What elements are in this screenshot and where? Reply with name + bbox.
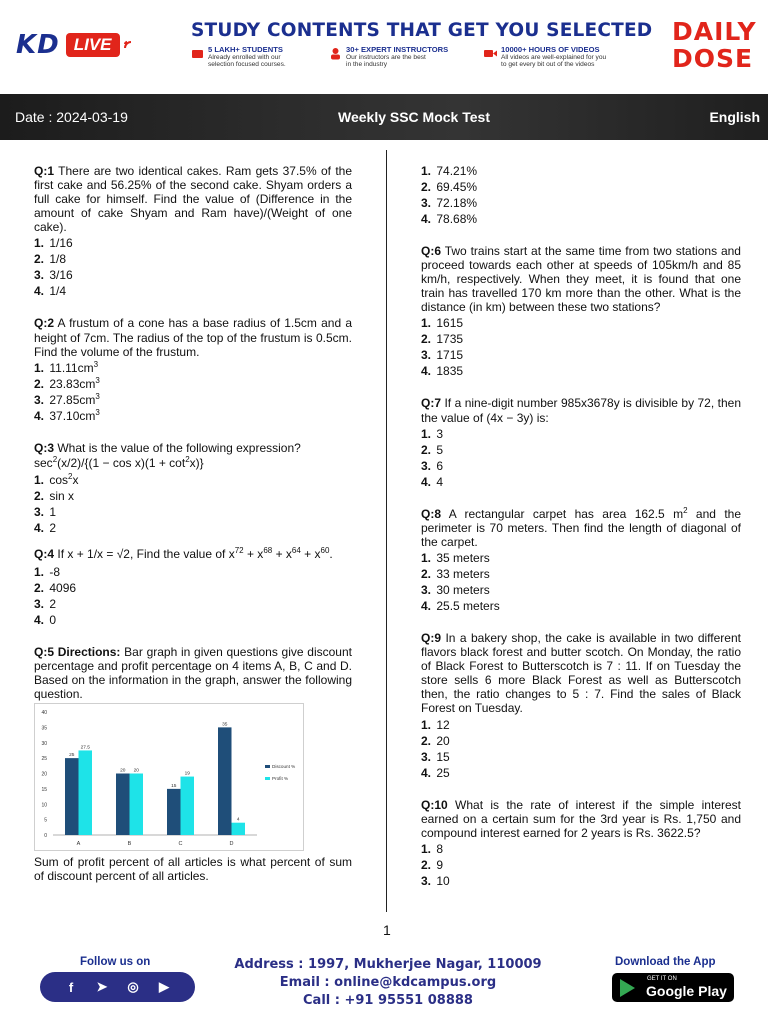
option[interactable]: 4. 78.68% [421, 212, 478, 226]
brand-line-2: DOSE [672, 44, 754, 73]
question-7 [421, 396, 741, 489]
bar-B-profit [130, 774, 144, 836]
option[interactable]: 4. 1835 [421, 364, 464, 379]
option[interactable]: 4. 25 [421, 765, 450, 780]
feature-instructors [329, 45, 448, 69]
option[interactable]: 4. 1/4 [34, 284, 67, 299]
bar-A-discount [65, 758, 79, 835]
data-label: 25 [69, 753, 75, 759]
social-links [40, 972, 195, 1002]
question-8: Q:8 A rectangular carpet has area 162.5 $m^2$ and the perimeter is 70 meters. Then find the length of diagonal of the carpet. 1. 35 meters 2. 33 meters 3. 30 meters 4. 25.5 meters [421, 505, 742, 613]
page-number: 1 [383, 922, 391, 938]
feature-title: 5 LAKH+ STUDENTS [208, 45, 283, 54]
option[interactable]: 3. 1715 [421, 348, 464, 363]
directions-label: Directions: [57, 644, 121, 659]
question-text: What is the value of the following expression? [57, 440, 301, 455]
question-1 [34, 164, 352, 299]
question-number: Q:1 [34, 164, 55, 178]
option[interactable]: 2. 9 [421, 857, 444, 872]
instructor-icon [329, 47, 342, 60]
bar-chart [34, 703, 304, 851]
option[interactable]: 1. $11.11cm^3$ [34, 359, 99, 375]
bar-C-profit [181, 777, 195, 835]
option[interactable]: 1. 12 [421, 717, 450, 732]
telegram-icon[interactable]: ➤ [96, 979, 108, 994]
bar-D-profit [232, 823, 246, 835]
option[interactable]: 3. 10 [421, 873, 450, 888]
option[interactable]: 3. 1 [34, 504, 57, 519]
category-label: C [178, 841, 183, 848]
question-text: Bar graph in given questions give discount percentage and profit percentage on 4 items A, B, C and D. Based on the information in the graph, answer the following question. [34, 644, 352, 702]
left-column [34, 164, 352, 883]
y-tick-label: 5 [44, 817, 47, 824]
option[interactable]: 4. 2 [34, 520, 57, 535]
broadcast-icon [123, 38, 135, 52]
question-text: Two trains start at the same time from two stations and proceed towards each other at speeds of 105km/h and 85 km/h, respectively. When they meet, it is found that one train has travelled 170 km more than the other. What is the distance (in km) between these two stations? [421, 244, 741, 315]
legend-label: Profit % [272, 776, 289, 782]
option[interactable]: 2. 5 [421, 442, 444, 457]
play-store-icon [620, 979, 635, 997]
option[interactable]: 1. $\cos^2x$ [34, 471, 79, 487]
y-tick-label: 15 [41, 787, 47, 794]
option[interactable]: 2. 4096 [34, 580, 77, 595]
question-number: Q:8 [421, 506, 442, 521]
logo-live-badge: LIVE [66, 33, 120, 57]
google-play-button[interactable] [612, 973, 734, 1002]
date-bar [0, 94, 768, 140]
question-number: Q:7 [421, 396, 442, 411]
question-9 [421, 631, 741, 781]
category-label: A [76, 841, 81, 848]
question-3 [34, 441, 352, 536]
option[interactable]: 2. 33 meters [421, 566, 490, 581]
bar-C-discount [167, 789, 181, 835]
data-label: 20 [133, 768, 139, 774]
phone-link[interactable]: Call : +91 95551 08888 [303, 993, 473, 1008]
bar-A-profit [79, 751, 93, 836]
question-number: Q:9 [421, 630, 442, 645]
option[interactable]: 3. 15 [421, 749, 450, 764]
feature-sub: selection focused courses. [208, 61, 286, 69]
question-number: Q:4 [34, 546, 55, 561]
question-5-options [421, 163, 741, 227]
brand-line-1: DAILY [672, 17, 757, 46]
y-tick-label: 20 [41, 771, 47, 778]
y-tick-label: 25 [41, 756, 47, 763]
data-label: 19 [184, 771, 190, 777]
store-big-text: Google Play [646, 983, 727, 999]
option[interactable]: 1. 8 [421, 841, 444, 856]
question-6 [421, 244, 741, 379]
feature-title: 30+ EXPERT INSTRUCTORS [346, 45, 449, 54]
option[interactable]: 3. 72.18% [421, 196, 478, 210]
data-label: 20 [120, 768, 126, 774]
feature-title: 10000+ HOURS OF VIDEOS [501, 45, 600, 54]
store-small-text: GET IT ON [647, 976, 677, 982]
option[interactable]: 1. 35 meters [421, 550, 490, 565]
feature-videos [484, 45, 606, 69]
download-label: Download the App [615, 956, 716, 968]
question-number: Q:5 [34, 644, 55, 659]
question-text: In a bakery shop, the cake is available in two different flavors black forest and butter scotch. On Monday, the ratio of Black Forest to Butterscotch is 7 : 11. If on Tuesday the store sells 6 more Black Forest as well as Butterscotch then, the ratio changes to 5 : 7. Find the sales of Black Forest on Tuesday. [421, 630, 741, 716]
column-divider [386, 150, 387, 912]
option[interactable]: 1. 3 [421, 426, 444, 441]
option[interactable]: 1. 1/16 [34, 236, 73, 251]
bar-D-discount [218, 728, 232, 836]
question-number: Q:6 [421, 244, 442, 258]
y-tick-label: 35 [41, 725, 47, 732]
bar-chart-svg [35, 704, 305, 852]
question-text: There are two identical cakes. Ram gets 37.5% of the first cake and 56.25% of the second cake. Shyam orders a full cake for himself. Find the value of (Difference in the amount of cake Shyam and Ram have)/(Weight of one cake). [34, 164, 352, 235]
option[interactable]: 1. -8 [34, 564, 61, 579]
video-icon [484, 47, 497, 60]
feature-students [191, 45, 286, 69]
option[interactable]: 4. 25.5 meters [421, 598, 500, 613]
option[interactable]: 4. 0 [34, 612, 57, 627]
category-label: D [229, 841, 234, 848]
expression: $\sec^2(x/2)/\{(1 - \cos x)(1 + \cot^2x)\}$ [34, 454, 204, 470]
feature-sub: to get every bit out of the videos [501, 61, 595, 69]
contact-info [200, 956, 576, 1010]
question-number: Q:10 [421, 797, 448, 812]
data-label: 15 [171, 784, 177, 790]
legend-swatch [265, 765, 270, 768]
question-number: Q:2 [34, 316, 55, 331]
option[interactable]: 2. 69.45% [421, 180, 478, 194]
y-tick-label: 40 [41, 710, 47, 717]
legend-swatch [265, 777, 270, 780]
test-date: Date : 2024-03-19 [15, 109, 128, 125]
data-label: 4 [236, 817, 240, 823]
data-label: 27.5 [80, 745, 90, 751]
test-title: Weekly SSC Mock Test [338, 109, 490, 125]
option[interactable]: 3. 3/16 [34, 268, 73, 283]
question-text: Sum of profit percent of all articles is what percent of sum of discount percent of all articles. [34, 855, 352, 884]
category-label: B [127, 841, 132, 848]
feature-sub: Our instructors are the best [346, 54, 426, 61]
option[interactable]: 3. 6 [421, 458, 444, 473]
option[interactable]: 3. 2 [34, 596, 57, 611]
question-5 [34, 645, 352, 884]
y-tick-label: 0 [44, 833, 47, 840]
facebook-icon[interactable]: f [68, 979, 74, 995]
option[interactable]: 3. 30 meters [421, 582, 490, 597]
legend-label: Discount % [272, 764, 296, 770]
page-header [0, 0, 768, 92]
option[interactable]: 1. 74.21% [421, 164, 478, 178]
test-language: English [709, 109, 760, 125]
youtube-icon[interactable]: ▶ [159, 979, 169, 994]
question-text: If a nine-digit number 985x3678y is divisible by 72, then the value of (4x − 3y) is: [421, 396, 741, 425]
question-4: Q:4 If x + 1/x = √2, Find the value of $x^{72} + x^{68} + x^{64} + x^{60}$. 1. -8 2. 4096 3. 2 4. 0 [34, 545, 352, 628]
page-footer [0, 948, 768, 1024]
feature-sub: Already enrolled with our [208, 54, 281, 61]
option[interactable]: 3. $27.85cm^3$ [34, 391, 100, 407]
address-text: Address : 1997, Mukherjee Nagar, 110009 [234, 957, 542, 972]
question-number: Q:3 [34, 440, 55, 455]
option[interactable]: 4. $37.10cm^3$ [34, 407, 100, 423]
email-link[interactable]: Email : online@kdcampus.org [279, 975, 497, 990]
student-icon [191, 47, 204, 60]
feature-sub: in the industry [346, 61, 388, 69]
option[interactable]: 2. sin x [34, 488, 75, 503]
y-tick-label: 10 [41, 802, 47, 809]
data-label: 35 [222, 722, 228, 728]
headline: STUDY CONTENTS THAT GET YOU SELECTED [191, 20, 653, 41]
feature-sub: All videos are well-explained for you [501, 54, 607, 61]
question-text: A frustum of a cone has a base radius of 1.5cm and a height of 7cm. The radius of the top of the frustum is 0.5cm. Find the volume of the frustum. [34, 316, 352, 359]
option[interactable]: 2. 20 [421, 733, 450, 748]
question-2 [34, 316, 352, 423]
kd-live-logo[interactable] [16, 30, 135, 60]
option[interactable]: 2. $23.83cm^3$ [34, 375, 100, 391]
option[interactable]: 2. 1735 [421, 332, 464, 347]
daily-dose-logo [672, 18, 757, 72]
follow-label: Follow us on [80, 956, 151, 968]
bar-B-discount [116, 774, 130, 836]
option[interactable]: 1. 1615 [421, 316, 464, 331]
right-column [421, 162, 741, 906]
logo-kd-text: KD [16, 30, 60, 60]
y-tick-label: 30 [41, 740, 47, 747]
question-text: What is the rate of interest if the simple interest earned on a certain sum for the 3rd year is Rs. 1,750 and compound interest earned for 2 years is Rs. 3622.5? [421, 797, 741, 840]
question-10 [421, 798, 741, 889]
instagram-icon[interactable]: ◎ [127, 979, 139, 994]
option[interactable]: 4. 4 [421, 474, 444, 489]
option[interactable]: 2. 1/8 [34, 252, 67, 267]
